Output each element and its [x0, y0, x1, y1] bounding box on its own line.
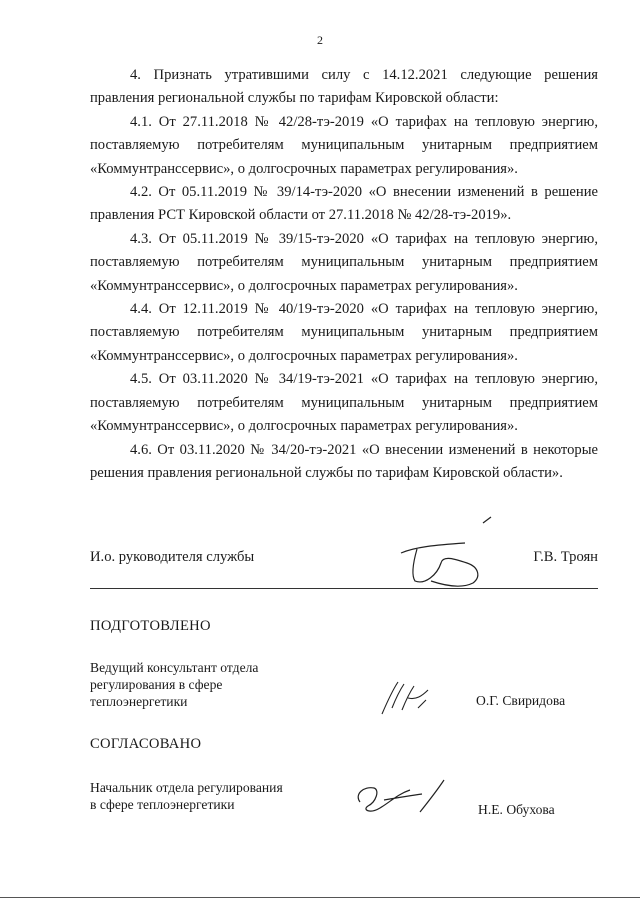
agreed-position-line: Начальник отдела регулирования — [90, 780, 283, 795]
page-number: 2 — [317, 33, 323, 47]
paragraph-item-4: 4. Признать утратившими силу с 14.12.2021 следующие решения правления региональной службы по тарифам Кировской области: — [90, 67, 598, 107]
prepared-position-line: регулирования в сфере — [90, 677, 223, 692]
prepared-heading: ПОДГОТОВЛЕНО — [90, 618, 211, 634]
paragraph-item-4-4: 4.4. От 12.11.2019 № 40/19-тэ-2020 «О тарифах на тепловую энергию, поставляемую потребителям муниципальным унитарным предприятием «Коммунтранссервис», о долгосрочных параметрах регулирования». — [90, 301, 598, 364]
prepared-signature-icon — [378, 678, 438, 718]
prepared-name: О.Г. Свиридова — [476, 693, 566, 708]
agreed-signature-icon — [350, 772, 450, 822]
main-signature-row — [90, 549, 598, 569]
paragraph-item-4-1: 4.1. От 27.11.2018 № 42/28-тэ-2019 «О тарифах на тепловую энергию, поставляемую потребителям муниципальным унитарным предприятием «Коммунтранссервис», о долгосрочных параметрах регулирования». — [90, 113, 598, 177]
agreed-position — [90, 779, 283, 813]
prepared-position — [90, 659, 258, 710]
paragraph-item-4-3: 4.3. От 05.11.2019 № 39/15-тэ-2020 «О тарифах на тепловую энергию, поставляемую потребителям муниципальным унитарным предприятием «Коммунтранссервис», о долгосрочных параметрах регулирования». — [90, 230, 598, 294]
decision-text — [90, 64, 598, 485]
signature-divider — [90, 588, 598, 589]
signer-name: Г.В. Троян — [533, 549, 598, 565]
page-bottom-border — [0, 897, 640, 898]
signer-position: И.о. руководителя службы — [90, 549, 255, 565]
paragraph-item-4-2: 4.2. От 05.11.2019 № 39/14-тэ-2020 «О внесении изменений в решение правления РСТ Кировской области от 27.11.2018 № 42/28-тэ-2019». — [90, 184, 598, 224]
agreed-heading: СОГЛАСОВАНО — [90, 736, 202, 752]
prepared-position-line: Ведущий консультант отдела — [90, 660, 259, 675]
agreed-position-line: в сфере теплоэнергетики — [90, 797, 235, 812]
main-signature-icon — [395, 515, 505, 595]
agreed-name: Н.Е. Обухова — [478, 802, 555, 817]
prepared-position-line: теплоэнергетики — [90, 694, 188, 709]
paragraph-item-4-5: 4.5. От 03.11.2020 № 34/19-тэ-2021 «О тарифах на тепловую энергию, поставляемую потребителям муниципальным унитарным предприятием «Коммунтранссервис», о долгосрочных параметрах регулирования». — [90, 371, 598, 435]
paragraph-item-4-6: 4.6. От 03.11.2020 № 34/20-тэ-2021 «О внесении изменений в некоторые решения правления региональной службы по тарифам Кировской области». — [90, 441, 598, 481]
